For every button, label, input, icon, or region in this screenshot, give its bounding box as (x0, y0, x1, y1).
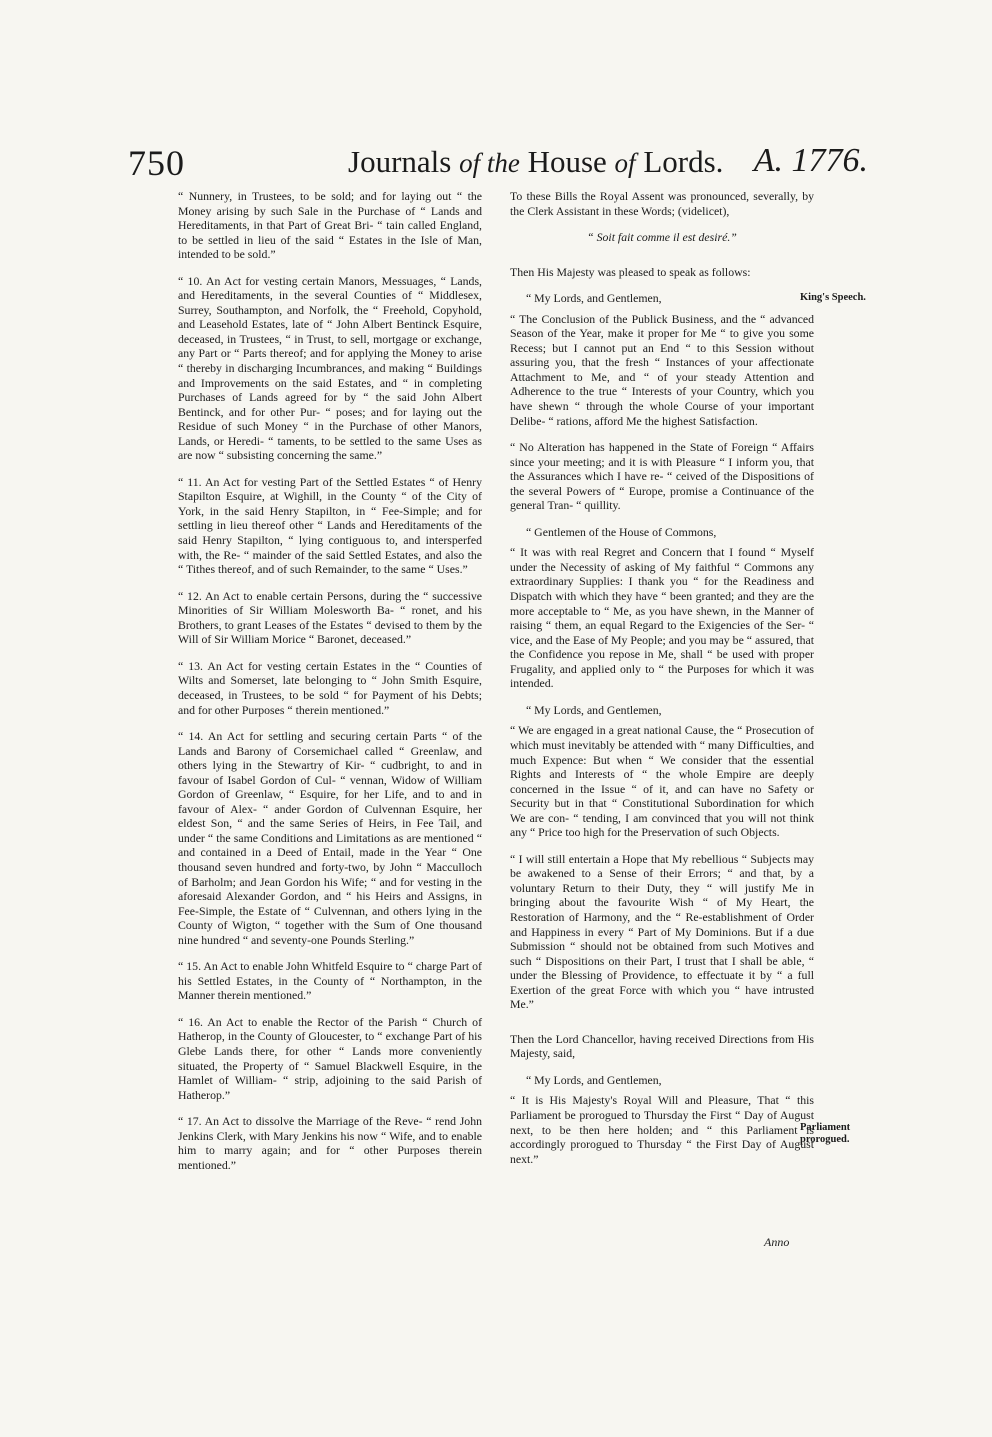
speech-paragraph-1: “ The Conclusion of the Publick Business, and the “ advanced Season of the Year, make it proper for Me “ to give you some Recess; but I cannot put an End “ to this Session without assuring you, that the fresh “ Instances of your affectionate Attachment to Me, and “ of your steady Attention and Adherence to the true “ Interests of your Country, which you have shewn “ through the whole Course of your important Delibe- “ rations, afford Me the highest Satisfaction. (510, 311, 814, 428)
royal-assent-paragraph: To these Bills the Royal Assent was pronounced, severally, by the Clerk Assistant in these Words; (videlicet), (510, 189, 814, 218)
prorogation-paragraph: “ It is His Majesty's Royal Will and Pleasure, That “ this Parliament be prorogued to Thursday the First “ Day of August next, to be then here holden; and “ this Parliament is accordingly prorogued to Thursday “ the First Day of August next.” (510, 1093, 814, 1166)
right-column (510, 189, 814, 1178)
act-paragraph-13: “ 13. An Act for vesting certain Estates in the “ Counties of Wilts and Somerset, late belonging to “ John Smith Esquire, deceased, in Trustees, to be sold “ for Payment of his Debts; and for other Purposes “ therein mentioned.” (178, 658, 482, 717)
speech-intro: Then His Majesty was pleased to speak as follows: (510, 264, 751, 279)
title-word-lords: Lords. (643, 144, 724, 179)
speech-paragraph-2: “ No Alteration has happened in the State of Foreign “ Affairs since your meeting; and it is with Pleasure “ I inform you, that the Assurances which I have re- “ ceived of the Dispositions of the several Powers of “ Europe, promise a Continuance of the general Tran- “ quillity. (510, 440, 814, 513)
title-word-house: House (527, 144, 607, 179)
chancellor-salutation: “ My Lords, and Gentlemen, (526, 1072, 662, 1087)
title-word-journals: Journals (348, 144, 452, 179)
page-number: 750 (128, 143, 185, 183)
catchword: Anno (764, 1235, 790, 1249)
margin-note-kings-speech: King's Speech. (800, 292, 866, 303)
act-paragraph-14: “ 14. An Act for settling and securing certain Parts “ of the Lands and Barony of Corsemichael called “ Greenlaw, and others lying in the Stewartry of Kir- “ cudbright, to and in favour of Isabel Gordon of Cul- “ vennan, Widow of William Gordon of Greenlaw, “ Esquire, for her Life, and to and in favour of Alex- “ ander Gordon of Culvennan Esquire, her eldest Son, “ and the same Series of Heirs, in Fee Tail, and under “ the same Conditions and Limitations as are mentioned “ and contained in a Deed of Entail, made in the Year “ One thousand seven hundred and forty-two, by John “ Macculloch of Barholm; and Jean Gordon his Wife; “ and for vesting in the aforesaid Alexander Gordon, and “ his Heirs and Assigns, in Fee-Simple, the Estate of “ Culvennan, and others lying in the County of Wigton, “ together with the Sum of One thousand nine hundred “ and seventy-one Pounds Sterling.” (178, 729, 482, 947)
speech-salutation-lords: “ My Lords, and Gentlemen, (526, 291, 662, 306)
page-year: A. 1776. (753, 142, 868, 179)
speech-salutation-lords-2: “ My Lords, and Gentlemen, (526, 702, 662, 717)
margin-note-parliament-prorogued: Parliament prorogued. (800, 1122, 851, 1145)
act-paragraph-9-end: “ Nunnery, in Trustees, to be sold; and for laying out “ the Money arising by such Sale in the Purchase of “ Lands and Hereditaments, in that Part of Great Bri- “ tain called England, to be settled in lieu of the said “ Estates in the Isle of Man, intended to be sold.” (178, 189, 482, 262)
page-header (128, 142, 868, 188)
left-column (178, 189, 482, 1184)
act-paragraph-17: “ 17. An Act to dissolve the Marriage of the Reve- “ rend John Jenkins Clerk, with Mary Jenkins his now “ Wife, and to enable him to marry again; and for “ other Purposes therein mentioned.” (178, 1114, 482, 1172)
act-paragraph-10: “ 10. An Act for vesting certain Manors, Messuages, “ Lands, and Hereditaments, in the several Counties of “ Middlesex, Surrey, Southampton, and Norfolk, the “ Freehold, Copyhold, and Leasehold Estates, late of “ John Albert Bentinck Esquire, deceased, in Trustees, “ in Trust, to sell, mortgage or exchange, any Part or “ Parts thereof; and for applying the Money to arise “ thereby in discharging Incumbrances, and making “ Buildings and Improvements on the said Estates, and “ in completing Purchases of Lands agreed for by “ the said John Albert Bentinck, and for other Pur- “ poses; and for laying out the Residue of such Money “ in the Purchase of other Manors, Lands, or Heredi- “ taments, to be settled to the same Uses as are now “ subsisting concerning the same.” (178, 273, 482, 463)
royal-assent-words: “ Soit fait comme il est desiré.” (587, 230, 737, 245)
title-word-of: of (614, 148, 636, 178)
title-word-of-the: of the (459, 148, 520, 178)
act-paragraph-11: “ 11. An Act for vesting Part of the Settled Estates “ of Henry Stapilton Esquire, at Wighill, in the County “ of the City of York, in the said Henry Stapilton, in “ Fee-Simple; and for settling in lieu thereof other “ Lands and Hereditaments of the said Henry Stapilton, “ lying contiguous to, and intersperfed with, the Re- “ mainder of the said Settled Estates, and also the “ Tithes thereof, and of such Remainder, to the same “ Uses.” (178, 474, 482, 577)
speech-paragraph-5: “ I will still entertain a Hope that My rebellious “ Subjects may be awakened to a Sense of their Errors; “ and that, by a voluntary Return to their Duty, they “ will justify Me in bringing about the favourite Wish “ of My Heart, the Restoration of Harmony, and the “ Re-establishment of Order and Happiness in every “ Part of My Dominions. But if a due Submission “ should not be obtained from such Motives and such “ Dispositions on their Part, I trust that I shall be able, “ under the Blessing of Providence, to effectuate it by “ a full Exertion of the great Force with which you “ have intrusted Me.” (510, 851, 814, 1012)
lord-chancellor-paragraph: Then the Lord Chancellor, having received Directions from His Majesty, said, (510, 1031, 814, 1061)
act-paragraph-15: “ 15. An Act to enable John Whitfeld Esquire to “ charge Part of his Settled Estates, in the County of “ Northampton, in the Manner therein mentioned.” (178, 959, 482, 1003)
speech-paragraph-3: “ It was with real Regret and Concern that I found “ Myself under the Necessity of asking of My faithful “ Commons any extraordinary Supplies: I thank you “ for the Readiness and Dispatch with which they have “ been granted; and they are the more acceptable to “ Me, as you have shewn, in the Manner of raising “ them, an equal Regard to the Exigencies of the Ser- “ vice, and the Ease of My People; and you may be “ assured, that the Confidence you repose in Me, shall “ be used with proper Frugality, and applied only to “ the Purposes for which it was intended. (510, 545, 814, 691)
act-paragraph-12: “ 12. An Act to enable certain Persons, during the “ successive Minorities of Sir William Molesworth Ba- “ ronet, and his Brothers, to grant Leases of the Estates “ devised to them by the Will of Sir William Morice “ Baronet, deceased.” (178, 588, 482, 647)
speech-salutation-commons: “ Gentlemen of the House of Commons, (526, 524, 717, 539)
running-title (348, 144, 723, 180)
act-paragraph-16: “ 16. An Act to enable the Rector of the Parish “ Church of Hatherop, in the County of Gloucester, to “ exchange Part of his Glebe Lands there, for other “ Lands more conveniently situated, the Property of “ Samuel Blackwell Esquire, in the Hamlet of William- “ strip, adjoining to the said Parish of Hatherop.” (178, 1014, 482, 1102)
speech-paragraph-4: “ We are engaged in a great national Cause, the “ Prosecution of which must inevitably be attended with “ many Difficulties, and much Expence: But when “ We consider that the essential Rights and Interests of “ the whole Empire are deeply concerned in the Issue “ of it, and can have no Safety or Security but in that “ Constitutional Subordination for which We are con- “ tending, I am convinced that you will not think any “ Price too high for the Preservation of such Objects. (510, 723, 814, 840)
